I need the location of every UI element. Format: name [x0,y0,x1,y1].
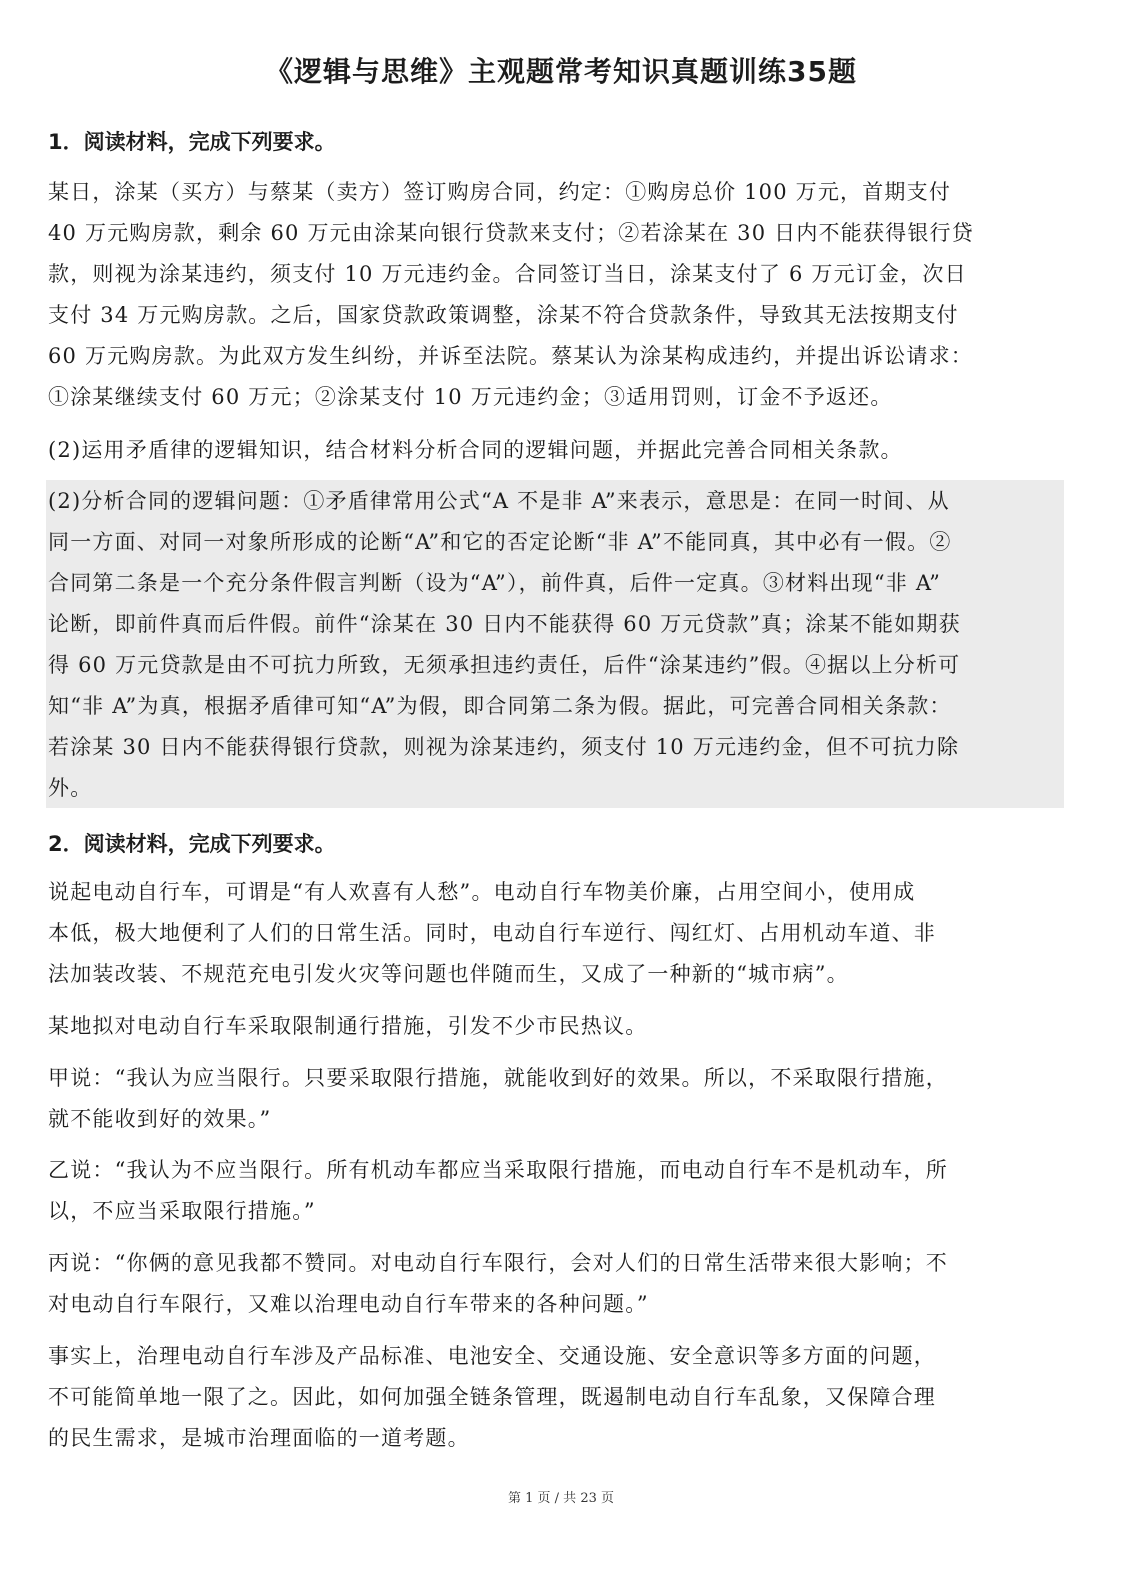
text-line: 款，则视为涂某违约，须支付 10 万元违约金。合同签订当日，涂某支付了 6 万元订金，次日 [48,262,967,286]
question-2-statement-jia [48,1058,1068,1140]
text-line: 合同第二条是一个充分条件假言判断（设为“A”），前件真，后件一定真。③材料出现“非 A” [48,571,942,595]
text-line: 就不能收到好的效果。” [48,1107,272,1131]
text-line: 得 60 万元贷款是由不可抗力所致，无须承担违约责任，后件“涂某违约”假。④据以上分析可 [48,653,961,677]
text-line: 支付 34 万元购房款。之后，国家贷款政策调整，涂某不符合贷款条件，导致其无法按期支付 [48,303,959,327]
text-line: 乙说：“我认为不应当限行。所有机动车都应当采取限行措施，而电动自行车不是机动车，所 [48,1158,948,1182]
text-line: 说起电动自行车，可谓是“有人欢喜有人愁”。电动自行车物美价廉，占用空间小，使用成 [48,880,916,904]
text-line: 甲说：“我认为应当限行。只要采取限行措施，就能收到好的效果。所以，不采取限行措施， [48,1066,948,1090]
text-line: 某日，涂某（买方）与蔡某（卖方）签订购房合同，约定：①购房总价 100 万元，首期支付 [48,180,952,204]
question-2-statement-bing [48,1243,1068,1325]
text-line: 论断，即前件真而后件假。前件“涂某在 30 日内不能获得 60 万元贷款”真；涂某不能如期获 [48,612,961,636]
question-2-heading: 2．阅读材料，完成下列要求。 [48,832,336,856]
text-line: (2)运用矛盾律的逻辑知识，结合材料分析合同的逻辑问题，并据此完善合同相关条款。 [48,438,903,462]
text-line: 知“非 A”为真，根据矛盾律可知“A”为假，即合同第二条为假。据此，可完善合同相关条款： [48,694,952,718]
text-line: 丙说：“你俩的意见我都不赞同。对电动自行车限行，会对人们的日常生活带来很大影响；不 [48,1251,948,1275]
text-line: 同一方面、对同一对象所形成的论断“A”和它的否定论断“非 A”不能同真，其中必有一假。② [48,530,952,554]
question-1-heading: 1．阅读材料，完成下列要求。 [48,130,336,154]
text-line: 本低，极大地便利了人们的日常生活。同时，电动自行车逆行、闯红灯、占用机动车道、非 [48,921,936,945]
text-line: 40 万元购房款，剩余 60 万元由涂某向银行贷款来支付；②若涂某在 30 日内不能获得银行贷 [48,221,974,245]
page-title: 《逻辑与思维》主观题常考知识真题训练35题 [265,55,857,88]
text-line: 的民生需求，是城市治理面临的一道考题。 [48,1426,470,1450]
question-1-prompt [48,430,1068,471]
question-1-answer [48,481,1068,809]
text-line: 事实上，治理电动自行车涉及产品标准、电池安全、交通设施、安全意识等多方面的问题， [48,1344,936,1368]
text-line: 60 万元购房款。为此双方发生纠纷，并诉至法院。蔡某认为涂某构成违约，并提出诉讼请求： [48,344,973,368]
text-line: 某地拟对电动自行车采取限制通行措施，引发不少市民热议。 [48,1014,648,1038]
text-line: 对电动自行车限行，又难以治理电动自行车带来的各种问题。” [48,1292,649,1316]
text-line: (2)分析合同的逻辑问题：①矛盾律常用公式“A 不是非 A”来表示，意思是：在同一时间、从 [48,489,950,513]
text-line: ①涂某继续支付 60 万元；②涂某支付 10 万元违约金；③适用罚则，订金不予返还。 [48,385,893,409]
question-1-material [48,172,1068,418]
text-line: 法加装改装、不规范充电引发火灾等问题也伴随而生，又成了一种新的“城市病”。 [48,962,849,986]
text-line: 不可能简单地一限了之。因此，如何加强全链条管理，既遏制电动自行车乱象，又保障合理 [48,1385,936,1409]
question-2-paragraph-conclusion [48,1336,1068,1459]
text-line: 外。 [48,776,93,800]
page-number-footer: 第 1 页 / 共 23 页 [508,1491,614,1506]
question-2-paragraph-2 [48,1006,1068,1047]
question-2-paragraph-1 [48,872,1068,995]
text-line: 以，不应当采取限行措施。” [48,1199,316,1223]
text-line: 若涂某 30 日内不能获得银行贷款，则视为涂某违约，须支付 10 万元违约金，但不可抗力除 [48,735,960,759]
question-2-statement-yi [48,1150,1068,1232]
